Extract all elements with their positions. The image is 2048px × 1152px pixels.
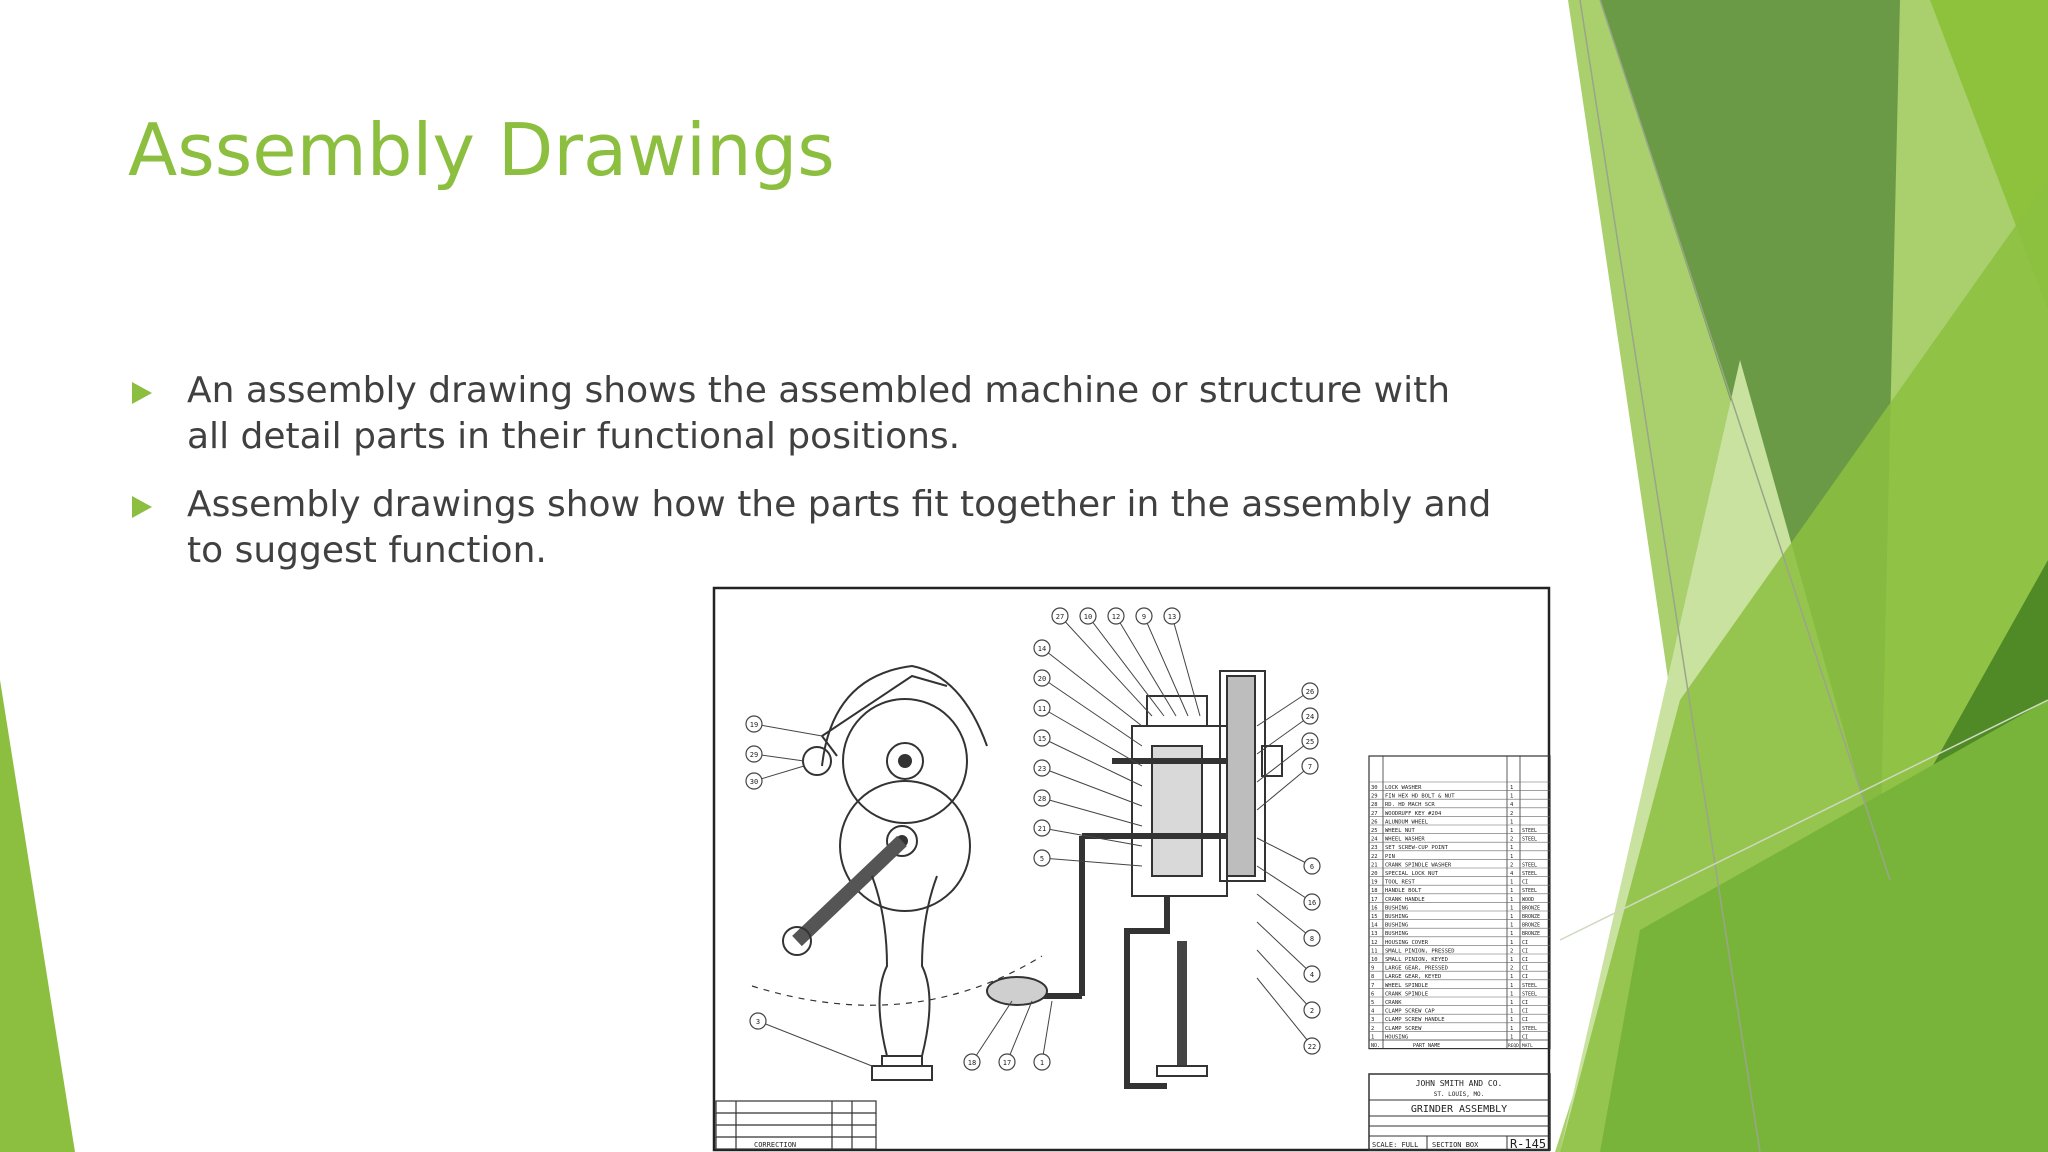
part-number: 9 (1371, 965, 1375, 972)
part-qty: 1 (1510, 1017, 1514, 1024)
callout-number: 20 (1037, 675, 1047, 683)
part-qty: 1 (1510, 888, 1514, 895)
correction-label: CORRECTION (754, 1141, 797, 1149)
callout-number: 26 (1305, 688, 1315, 696)
part-qty: 1 (1510, 914, 1514, 920)
part-qty: 1 (1510, 905, 1514, 912)
part-number: 14 (1371, 922, 1378, 929)
part-name: LARGE GEAR, KEYED (1385, 974, 1442, 981)
part-name: WHEEL NUT (1385, 828, 1415, 834)
gear-section (1152, 746, 1202, 876)
part-name: SET SCREW-CUP POINT (1385, 845, 1448, 852)
part-name: HOUSING COVER (1385, 939, 1429, 946)
part-qty: 1 (1510, 1025, 1514, 1032)
part-name: TOOL REST (1385, 879, 1415, 886)
part-number: 29 (1371, 793, 1378, 800)
crank-handle (987, 977, 1047, 1005)
facet-bottom-left (0, 680, 75, 1152)
parts-header-mat: MATL (1522, 1044, 1533, 1049)
callout-number: 21 (1037, 825, 1047, 833)
callout-number: 23 (1037, 765, 1047, 773)
part-qty: 1 (1510, 982, 1514, 989)
part-qty: 2 (1510, 810, 1514, 817)
part-number: 20 (1371, 871, 1378, 877)
part-material: STEEL (1522, 982, 1538, 989)
part-number: 15 (1371, 914, 1378, 920)
part-qty: 1 (1510, 1000, 1514, 1006)
part-name: HANDLE BOLT (1385, 888, 1422, 895)
callout-number: 22 (1307, 1043, 1317, 1051)
part-material: BRONZE (1522, 922, 1541, 929)
part-number: 12 (1371, 939, 1378, 946)
part-material: CI (1522, 957, 1529, 963)
part-material: STEEL (1522, 1025, 1538, 1032)
parts-header-qty: REQD (1508, 1044, 1519, 1049)
callout-number: 14 (1037, 645, 1047, 653)
part-number: 17 (1371, 896, 1378, 903)
part-qty: 1 (1510, 853, 1514, 860)
part-number: 23 (1371, 845, 1378, 852)
bullet-item (132, 482, 1492, 574)
part-name: BUSHING (1385, 922, 1409, 929)
part-qty: 1 (1510, 785, 1514, 791)
callout-number: 17 (1002, 1059, 1012, 1067)
bullet-list (132, 368, 1492, 596)
part-number: 13 (1371, 931, 1378, 938)
bullet-item (132, 368, 1492, 460)
grinder-assembly-drawing (712, 586, 1552, 1152)
part-name: BUSHING (1385, 931, 1409, 938)
part-qty: 4 (1510, 802, 1514, 809)
part-number: 7 (1371, 982, 1375, 989)
part-qty: 1 (1510, 819, 1514, 826)
part-name: SMALL PINION, PRESSED (1385, 948, 1455, 955)
part-number: 26 (1371, 819, 1378, 826)
part-number: 19 (1371, 879, 1378, 886)
callout-number: 18 (967, 1059, 977, 1067)
part-qty: 1 (1510, 845, 1514, 852)
part-name: LARGE GEAR, PRESSED (1385, 965, 1448, 972)
part-name: HOUSING (1385, 1034, 1409, 1041)
part-material: CI (1522, 1034, 1529, 1041)
part-name: CLAMP SCREW HANDLE (1385, 1017, 1445, 1024)
part-material: CI (1522, 1000, 1529, 1006)
part-qty: 2 (1510, 836, 1514, 843)
part-material: STEEL (1522, 888, 1538, 895)
part-qty: 1 (1510, 957, 1514, 963)
part-material: CI (1522, 965, 1529, 972)
part-number: 1 (1371, 1034, 1375, 1041)
part-material: WOOD (1522, 896, 1535, 903)
part-number: 30 (1371, 785, 1378, 791)
part-number: 24 (1371, 836, 1378, 843)
parts-header-no: NO. (1371, 1043, 1381, 1049)
part-material: STEEL (1522, 991, 1538, 998)
callout-number: 16 (1307, 899, 1317, 907)
callout-number: 27 (1055, 613, 1065, 621)
part-qty: 1 (1510, 793, 1514, 800)
part-material: BRONZE (1522, 931, 1541, 938)
part-name: CRANK SPINDLE (1385, 991, 1429, 998)
part-name: CLAMP SCREW CAP (1385, 1008, 1435, 1015)
part-number: 5 (1371, 1000, 1375, 1006)
part-qty: 2 (1510, 862, 1514, 869)
part-qty: 1 (1510, 922, 1514, 929)
part-name: RD. HD MACH SCR (1385, 802, 1435, 809)
company-name: JOHN SMITH AND CO. (1415, 1079, 1503, 1088)
part-name: CRANK HANDLE (1385, 896, 1425, 903)
part-material: CI (1522, 1008, 1529, 1015)
part-number: 2 (1371, 1025, 1375, 1032)
part-material: CI (1522, 1017, 1529, 1024)
part-number: 22 (1371, 853, 1378, 860)
part-material: CI (1522, 948, 1529, 955)
bullet-text: An assembly drawing shows the assembled machine or structure with all detail parts in their functional positions. (187, 370, 1451, 457)
part-name: CRANK (1385, 1000, 1402, 1006)
assembly-name: GRINDER ASSEMBLY (1410, 1104, 1508, 1115)
part-name: SMALL PINION, KEYED (1385, 957, 1448, 963)
callout-number: 13 (1167, 613, 1177, 621)
callout-number: 8 (1309, 935, 1315, 943)
part-qty: 2 (1510, 965, 1514, 972)
part-qty: 4 (1510, 871, 1514, 877)
part-number: 21 (1371, 862, 1378, 869)
part-name: FIN HEX HD BOLT & NUT (1385, 793, 1455, 800)
callout-number: 3 (755, 1018, 761, 1026)
callout-number: 30 (749, 778, 759, 786)
part-qty: 1 (1510, 1008, 1514, 1015)
part-number: 8 (1371, 974, 1375, 981)
callout-number: 9 (1141, 613, 1147, 621)
part-material: CI (1522, 879, 1529, 886)
part-name: LOCK WASHER (1385, 785, 1422, 791)
part-number: 27 (1371, 810, 1378, 817)
upper-axle (899, 755, 911, 767)
callout-number: 11 (1037, 705, 1047, 713)
part-number: 28 (1371, 802, 1378, 809)
part-number: 11 (1371, 948, 1378, 955)
part-material: CI (1522, 974, 1529, 981)
callout-number: 29 (749, 751, 759, 759)
drawing-number: R-145 (1509, 1137, 1547, 1151)
part-number: 3 (1371, 1017, 1375, 1024)
company-location: ST. LOUIS, MO. (1433, 1091, 1485, 1098)
part-number: 25 (1371, 828, 1378, 834)
callout-number: 2 (1309, 1007, 1315, 1015)
part-number: 6 (1371, 991, 1375, 998)
part-name: SPECIAL LOCK NUT (1385, 871, 1438, 877)
section-label: SECTION BOX (1432, 1141, 1479, 1149)
part-number: 18 (1371, 888, 1378, 895)
part-number: 4 (1371, 1008, 1375, 1015)
part-qty: 1 (1510, 991, 1514, 998)
part-name: BUSHING (1385, 914, 1409, 920)
callout-number: 12 (1111, 613, 1121, 621)
part-name: WOODRUFF KEY #204 (1385, 810, 1442, 817)
part-material: BRONZE (1522, 914, 1541, 920)
part-material: STEEL (1522, 836, 1538, 843)
part-name: BUSHING (1385, 905, 1409, 912)
part-qty: 2 (1510, 948, 1514, 955)
part-material: CI (1522, 939, 1529, 946)
callout-number: 19 (749, 721, 759, 729)
slide-title: Assembly Drawings (128, 108, 835, 192)
part-name: CLAMP SCREW (1385, 1025, 1422, 1032)
callout-number: 24 (1305, 713, 1315, 721)
wheel-face (1227, 676, 1255, 876)
callout-number: 10 (1083, 613, 1093, 621)
part-name: PIN (1385, 853, 1395, 860)
assembly-drawing-image (712, 586, 1552, 1152)
part-name: ALUNDUM WHEEL (1385, 819, 1429, 826)
callout-number: 1 (1039, 1059, 1045, 1067)
part-material: STEEL (1522, 871, 1538, 877)
part-qty: 1 (1510, 939, 1514, 946)
part-number: 16 (1371, 905, 1378, 912)
part-name: WHEEL WASHER (1385, 836, 1425, 843)
part-qty: 1 (1510, 931, 1514, 938)
part-qty: 1 (1510, 974, 1514, 981)
bullet-arrow-icon (132, 382, 152, 404)
part-qty: 1 (1510, 896, 1514, 903)
part-material: STEEL (1522, 828, 1538, 834)
part-qty: 1 (1510, 1034, 1514, 1041)
part-name: CRANK SPINDLE WASHER (1385, 862, 1452, 869)
callout-number: 25 (1305, 738, 1315, 746)
part-qty: 1 (1510, 828, 1514, 834)
part-qty: 1 (1510, 879, 1514, 886)
part-name: WHEEL SPINDLE (1385, 982, 1429, 989)
callout-number: 7 (1307, 763, 1313, 771)
part-material: BRONZE (1522, 905, 1541, 912)
part-number: 10 (1371, 957, 1378, 963)
callout-number: 28 (1037, 795, 1047, 803)
callout-number: 6 (1309, 863, 1315, 871)
callout-number: 5 (1039, 855, 1045, 863)
part-material: STEEL (1522, 862, 1538, 869)
scale-label: SCALE: FULL (1372, 1141, 1419, 1149)
parts-header-name: PART NAME (1413, 1043, 1441, 1049)
callout-number: 15 (1037, 735, 1047, 743)
bullet-text: Assembly drawings show how the parts fit together in the assembly and to suggest function. (187, 484, 1492, 571)
callout-number: 4 (1309, 971, 1315, 979)
bullet-arrow-icon (132, 496, 152, 518)
